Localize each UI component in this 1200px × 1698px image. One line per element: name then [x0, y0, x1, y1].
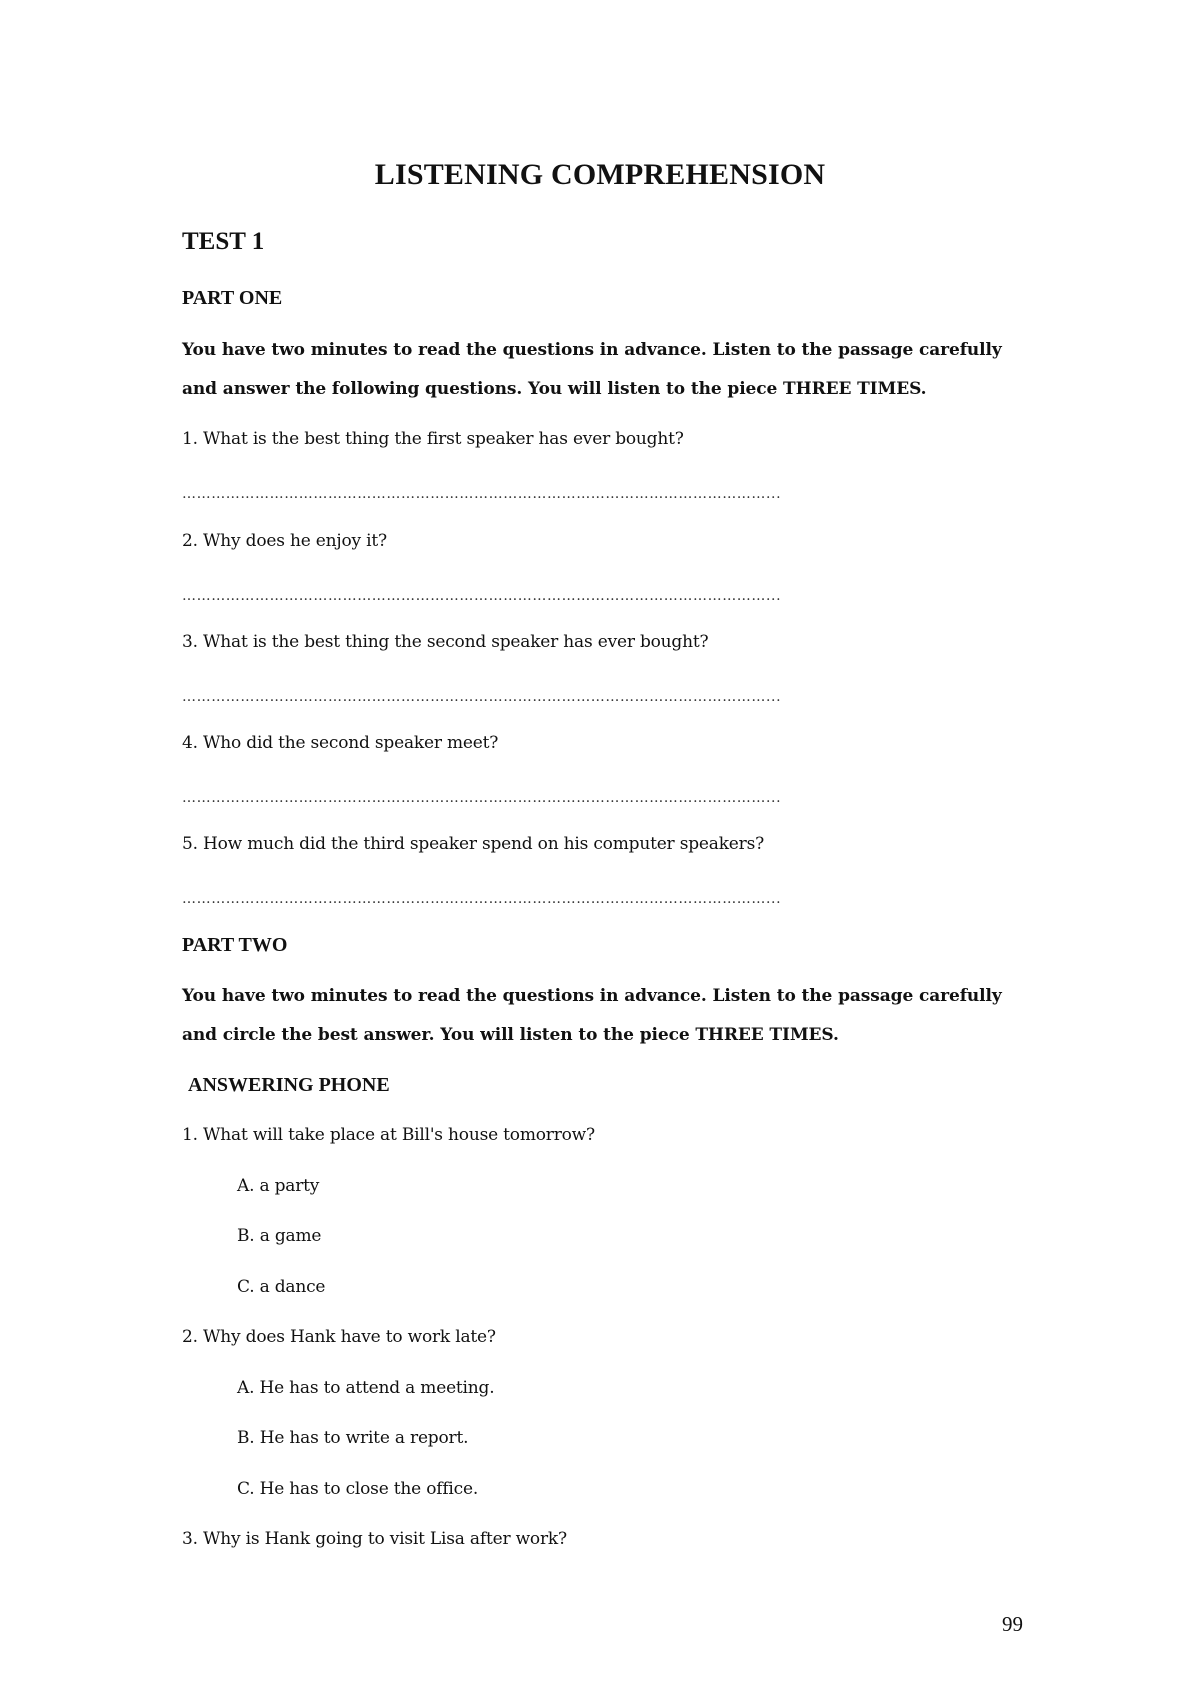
answer-line-1: …………………………………………………………………………………………………………...: [182, 486, 782, 502]
part-two-question-3: 3. Why is Hank going to visit Lisa after work?: [182, 1529, 567, 1549]
answer-line-5: …………………………………………………………………………………………………………...: [182, 891, 782, 907]
part-one-question-4: 4. Who did the second speaker meet?: [182, 733, 499, 753]
part-one-question-5: 5. How much did the third speaker spend on his computer speakers?: [182, 834, 765, 854]
part-two-instruction-line1: You have two minutes to read the questions in advance. Listen to the passage carefully: [182, 986, 1002, 1006]
question-1-option-b: B. a game: [237, 1226, 322, 1246]
question-2-option-b: B. He has to write a report.: [237, 1428, 469, 1448]
part-two-heading: PART TWO: [182, 934, 288, 956]
answer-line-3: …………………………………………………………………………………………………………...: [182, 689, 782, 705]
part-one-question-2: 2. Why does he enjoy it?: [182, 531, 387, 551]
part-one-question-1: 1. What is the best thing the first speaker has ever bought?: [182, 429, 684, 449]
section-title: ANSWERING PHONE: [188, 1074, 390, 1096]
test-heading: TEST 1: [182, 228, 265, 255]
part-one-question-3: 3. What is the best thing the second speaker has ever bought?: [182, 632, 709, 652]
question-2-option-c: C. He has to close the office.: [237, 1479, 479, 1499]
part-two-question-2: 2. Why does Hank have to work late?: [182, 1327, 496, 1347]
question-1-option-c: C. a dance: [237, 1277, 326, 1297]
answer-line-2: …………………………………………………………………………………………………………...: [182, 588, 782, 604]
question-1-option-a: A. a party: [237, 1176, 320, 1196]
part-two-instruction-line2: and circle the best answer. You will listen to the piece THREE TIMES.: [182, 1025, 839, 1045]
question-2-option-a: A. He has to attend a meeting.: [237, 1378, 495, 1398]
part-two-question-1: 1. What will take place at Bill's house tomorrow?: [182, 1125, 595, 1145]
part-one-instruction-line2: and answer the following questions. You will listen to the piece THREE TIMES.: [182, 379, 927, 399]
page-title: LISTENING COMPREHENSION: [374, 158, 826, 191]
part-one-heading: PART ONE: [182, 287, 283, 309]
part-one-instruction-line1: You have two minutes to read the questions in advance. Listen to the passage carefully: [182, 340, 1002, 360]
answer-line-4: …………………………………………………………………………………………………………...: [182, 790, 782, 806]
page-number: 99: [1002, 1612, 1023, 1636]
